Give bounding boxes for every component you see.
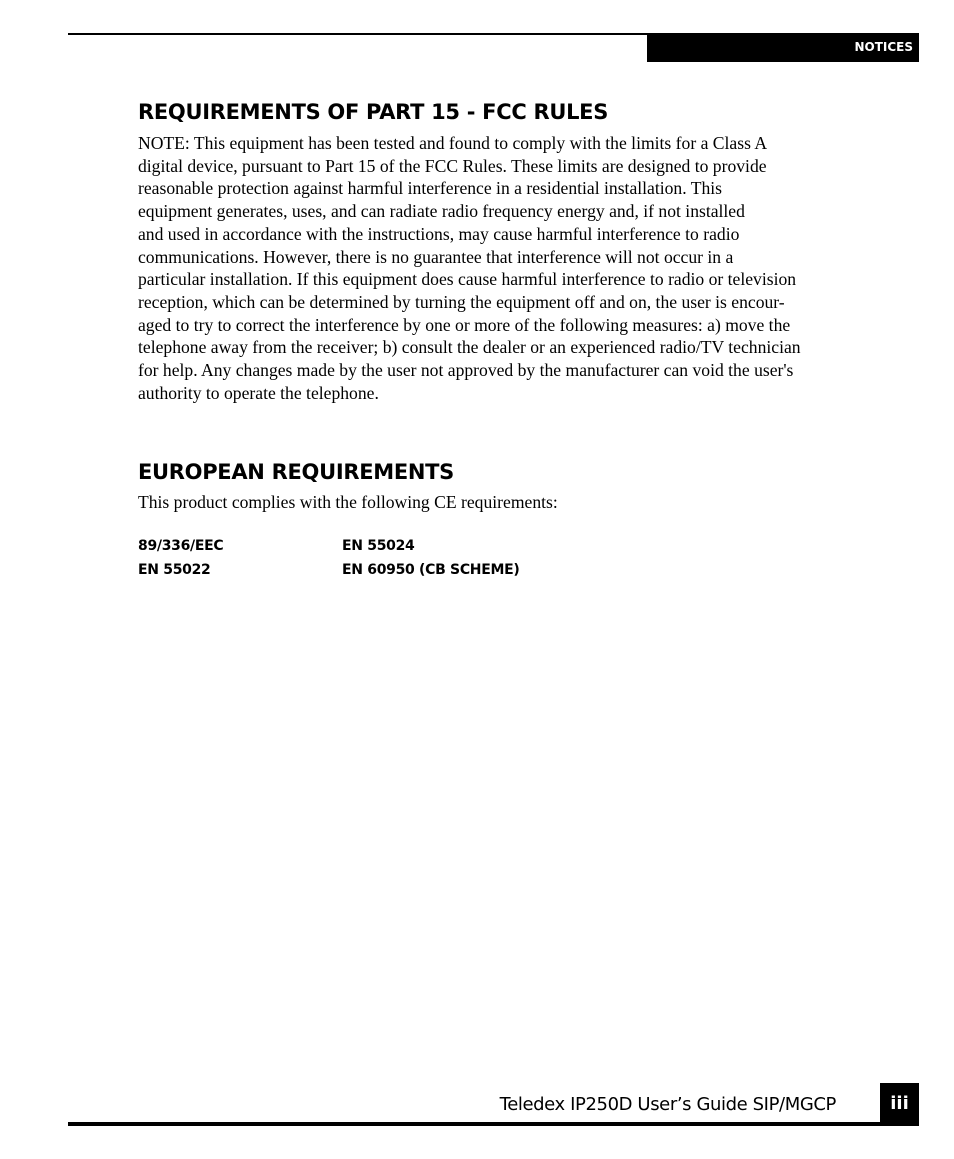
paragraph-line: NOTE: This equipment has been tested and found to comply with the limits for a Class A: [138, 133, 768, 153]
ce-requirement: EN 55024: [342, 538, 415, 554]
european-heading: EUROPEAN REQUIREMENTS: [138, 460, 455, 484]
paragraph-line: telephone away from the receiver; b) consult the dealer or an experienced radio/TV technician: [138, 337, 801, 358]
paragraph-line: and used in accordance with the instructions, may cause harmful interference to radio: [138, 223, 740, 244]
paragraph-line: digital device, pursuant to Part 15 of the FCC Rules. These limits are designed to provide: [138, 155, 767, 176]
ce-requirement: EN 60950 (CB SCHEME): [342, 562, 520, 578]
paragraph-line: authority to operate the telephone.: [138, 382, 379, 403]
european-intro: This product complies with the following CE requirements:: [138, 492, 558, 512]
paragraph-line: for help. Any changes made by the user not approved by the manufacturer can void the user's: [138, 360, 794, 381]
ce-requirement: 89/336/EEC: [138, 538, 224, 554]
section-label: NOTICES: [647, 35, 919, 62]
paragraph-line: communications. However, there is no guarantee that interference will not occur in a: [138, 246, 734, 267]
paragraph-line: particular installation. If this equipment does cause harmful interference to radio or television: [138, 269, 797, 290]
page-number: iii: [880, 1083, 919, 1123]
paragraph-line: equipment generates, uses, and can radiate radio frequency energy and, if not installed: [138, 201, 745, 222]
paragraph-line: aged to try to correct the interference by one or more of the following measures: a) move the: [138, 314, 791, 335]
paragraph-line: reasonable protection against harmful interference in a residential installation. This: [138, 178, 722, 199]
guide-title: Teledex IP250D User’s Guide SIP/MGCP: [499, 1094, 836, 1115]
paragraph-line: reception, which can be determined by turning the equipment off and on, the user is encour-: [138, 291, 785, 312]
ce-requirement: EN 55022: [138, 562, 211, 578]
fcc-heading: REQUIREMENTS OF PART 15 - FCC RULES: [138, 100, 609, 124]
bottom-rule: [68, 1122, 919, 1126]
fcc-notice-paragraph: [138, 132, 801, 404]
